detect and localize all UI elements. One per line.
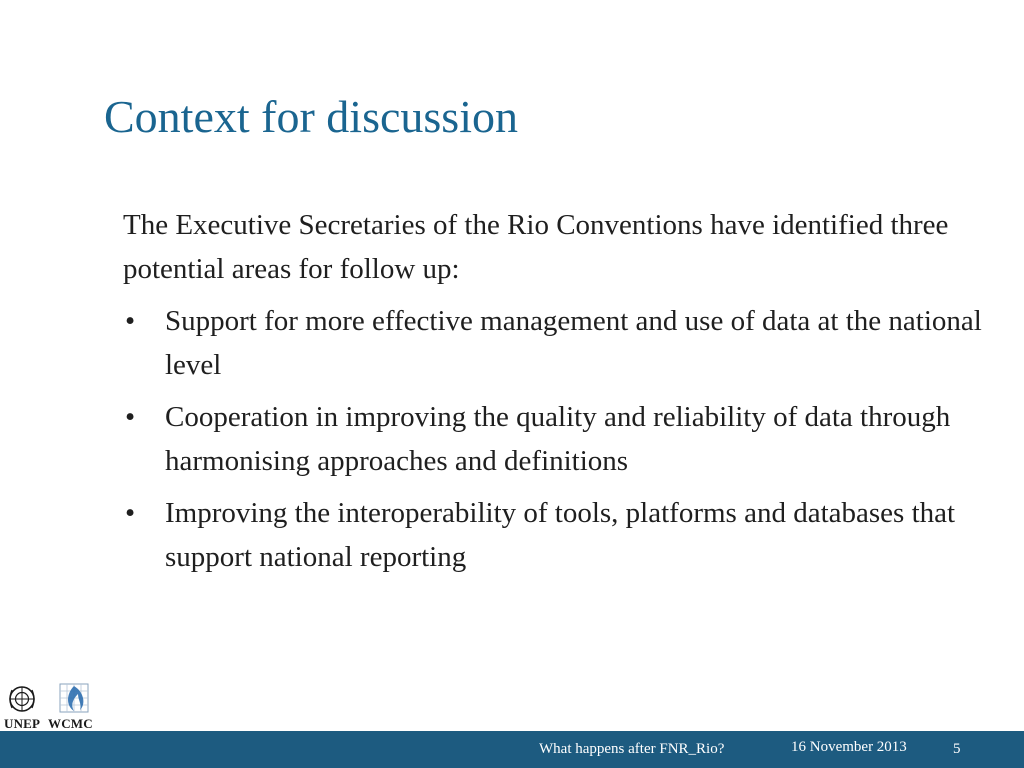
bullet-item bbox=[123, 491, 983, 579]
bullet-icon: • bbox=[125, 305, 136, 337]
unep-wcmc-logo-icon bbox=[4, 680, 100, 716]
slide-body bbox=[123, 203, 983, 587]
bullet-list bbox=[123, 299, 983, 579]
footer-date: 16 November 2013 bbox=[791, 739, 907, 755]
bullet-item bbox=[123, 395, 983, 483]
page-number: 5 bbox=[953, 741, 961, 757]
unep-emblem-icon bbox=[10, 687, 34, 711]
intro-paragraph: The Executive Secretaries of the Rio Conventions have identified three potential areas for follow up: bbox=[123, 209, 949, 285]
bullet-icon: • bbox=[125, 401, 136, 433]
bullet-item bbox=[123, 299, 983, 387]
wcmc-emblem-icon bbox=[60, 684, 88, 712]
bullet-icon: • bbox=[125, 497, 136, 529]
wcmc-logo-label: WCMC bbox=[48, 716, 93, 731]
footer-bar bbox=[0, 731, 1024, 768]
bullet-text: Improving the interoperability of tools, platforms and databases that support national reporting bbox=[165, 497, 956, 573]
bullet-text: Cooperation in improving the quality and reliability of data through harmonising approaches and definitions bbox=[165, 401, 951, 477]
slide-title: Context for discussion bbox=[104, 91, 518, 142]
organization-logos bbox=[4, 680, 100, 732]
footer-caption: What happens after FNR_Rio? bbox=[539, 741, 725, 757]
unep-logo-label: UNEP bbox=[4, 716, 41, 731]
bullet-text: Support for more effective management and use of data at the national level bbox=[165, 305, 982, 381]
